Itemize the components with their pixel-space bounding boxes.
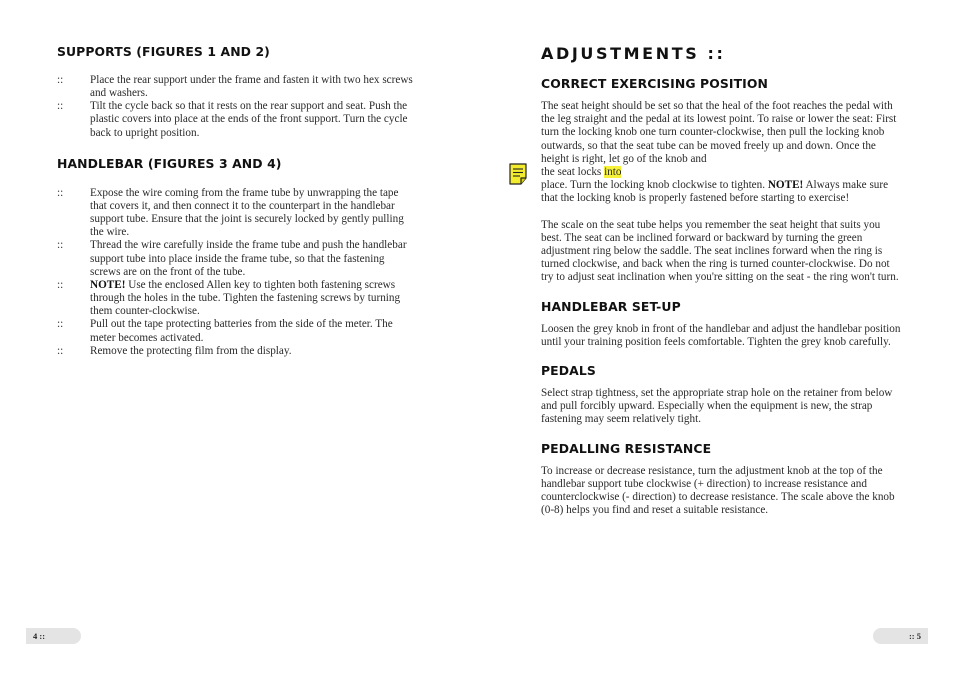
resistance-heading: PEDALLING RESISTANCE (541, 440, 712, 456)
page-title: ADJUSTMENTS :: (541, 44, 726, 63)
bullet: :: (57, 344, 64, 357)
list-item: :: Expose the wire coming from the frame tube by unwrapping the tape that covers it, and then connect it to the counterpart in the handlebar support tube. Ensure that the joint is securely locked by gently pulling the wire. (57, 186, 404, 239)
list-item: :: Tilt the cycle back so that it rests on the rear support and seat. Push the plastic covers into place at the ends of the front support. Turn the cycle back to upright position. (57, 100, 408, 139)
correct-position-paragraph: The seat height should be set so that the heal of the foot reaches the pedal with the leg straight and the pedal at its lowest point. To raise or lower the seat: First turn the locking knob one turn counter-clockwise, then pull the locking knob outwards, so that the seat tube can be moved freely up and down. Once the height is right, let go of the knob and the seat locks into place. Turn the locking knob clockwise to tighten. NOTE! Always make sure that the locking knob is properly fastened before starting to exercise! (541, 100, 897, 205)
sticky-note-icon[interactable] (509, 163, 527, 185)
pedals-paragraph: Select strap tightness, set the appropriate strap hole on the retainer from below and pull forcibly upward. Especially when the equipment is new, the strap fastening may seem relatively tight. (541, 387, 893, 426)
list-item: :: Place the rear support under the frame and fasten it with two hex screws and washers. (57, 74, 413, 100)
right-page (541, 44, 901, 517)
note-label: NOTE! (767, 179, 804, 192)
handlebar-setup-paragraph: Loosen the grey knob in front of the handlebar and adjust the handlebar position until your training position feels comfortable. Tighten the grey knob carefully. (541, 322, 901, 348)
correct-position-heading: CORRECT EXERCISING POSITION (541, 76, 768, 91)
supports-list (57, 74, 415, 140)
bullet: :: (57, 278, 64, 291)
resistance-paragraph: To increase or decrease resistance, turn the adjustment knob at the top of the handlebar support tube clockwise (+ direction) to increase resistance and counterclockwise (- direction) to decrease resistance. The scale above the knob (0-8) helps you find and reset a suitable resistance. (541, 464, 895, 517)
supports-heading: SUPPORTS (FIGURES 1 AND 2) (57, 44, 270, 59)
left-page (57, 44, 415, 358)
list-item: :: NOTE! Use the enclosed Allen key to tighten both fastening screws through the holes in the tube. Tighten the fastening screws by turning them counter-clockwise. (57, 278, 401, 318)
pedals-heading: PEDALS (541, 363, 596, 379)
list-item: :: Remove the protecting film from the display. (57, 344, 292, 357)
list-item: :: Thread the wire carefully inside the frame tube and push the handlebar support tube into place inside the frame tube, so that the fastening screws are on the front of the tube. (57, 239, 407, 278)
handlebar-setup-heading: HANDLEBAR SET-UP (541, 298, 681, 314)
highlighted-word[interactable]: into (604, 166, 622, 179)
handlebar-list (57, 187, 415, 358)
bullet: :: (57, 239, 64, 252)
list-item: :: Pull out the tape protecting batteries from the side of the meter. The meter becomes activated. (57, 318, 393, 344)
page-number-right: :: 5 (873, 628, 928, 644)
bullet: :: (57, 318, 64, 331)
handlebar-heading: HANDLEBAR (FIGURES 3 AND 4) (57, 155, 282, 171)
note-label: NOTE! (90, 278, 126, 291)
page-number-left: 4 :: (26, 628, 81, 644)
bullet: :: (57, 100, 64, 113)
bullet: :: (57, 186, 64, 199)
bullet: :: (57, 74, 64, 86)
seat-scale-paragraph: The scale on the seat tube helps you remember the seat height that suits you best. The seat can be inclined forward or backward by turning the green adjustment ring below the saddle. The seat inclines forward when the ring is turned clockwise, and back when the ring is turned counter-clockwise. Do not try to adjust seat inclination when you're sitting on the seat - the ring won't turn. (541, 218, 899, 284)
